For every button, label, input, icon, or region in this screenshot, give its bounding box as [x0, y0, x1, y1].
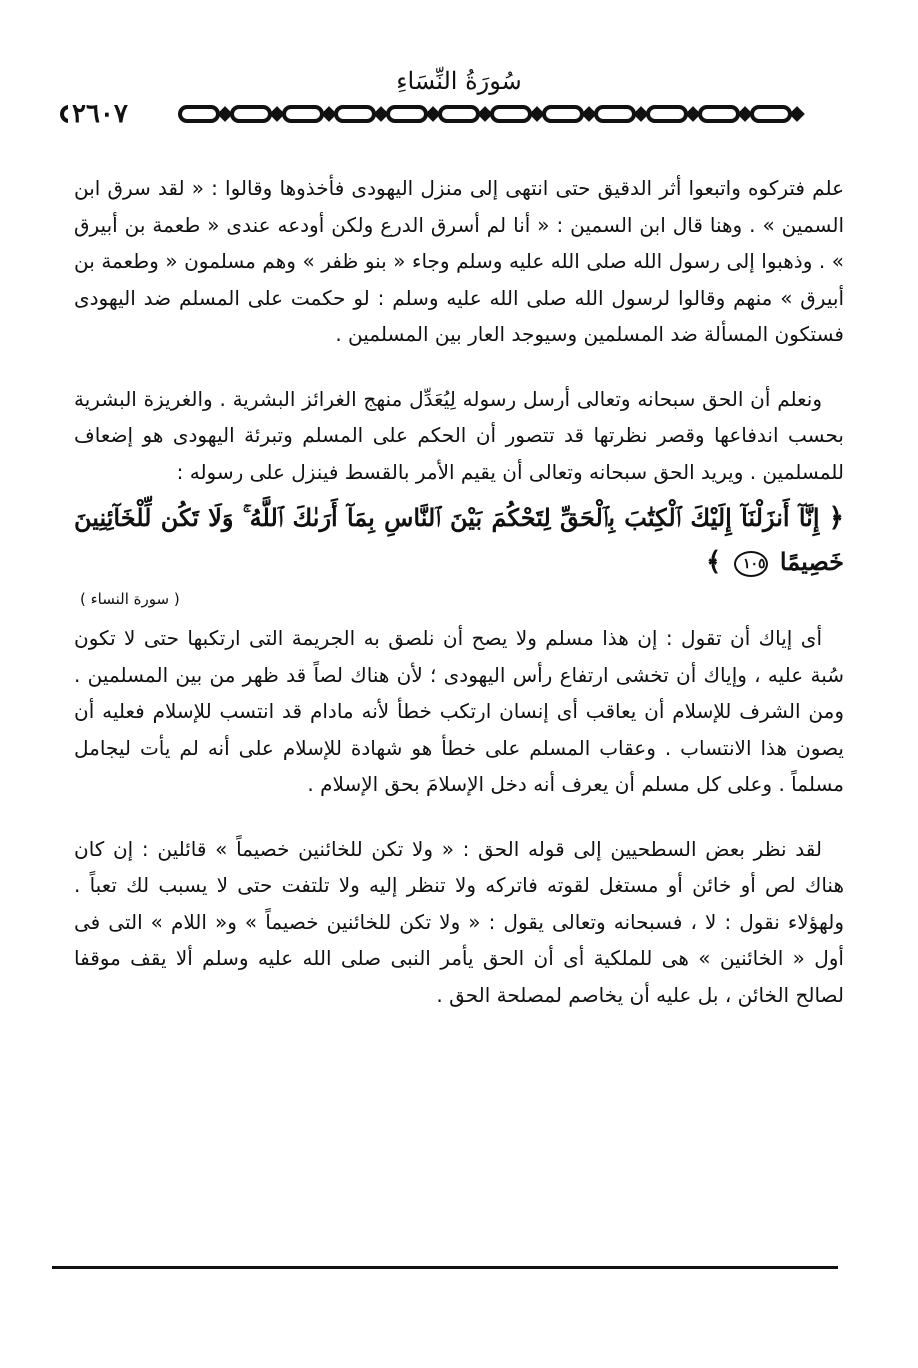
ornament-diamond [272, 109, 282, 119]
ornament-link [492, 107, 530, 121]
ornament-diamond [532, 109, 542, 119]
ornament-diamond [792, 109, 802, 119]
verse-close-bracket: ﴾ [705, 547, 722, 577]
surah-title: سُورَةُ النِّسَاءِ [396, 67, 522, 95]
ornament-diamond [584, 109, 594, 119]
paragraph-1: علم فتركوه واتبعوا أثر الدقيق حتى انتهى إلى منزل اليهودى فأخذوها وقالوا : « لقد سرق ابن السمين » . وهنا قال ابن السمين : « أنا لم أسرق الدرع ولكن أودعه عندى « طعمة بن أبيرق » . وذهبوا إلى رسول الله صلى الله عليه وسلم وجاء « بنو ظفر » وهم مسلمون « وطعمة بن أبيرق » منهم وقالوا لرسول الله صلى الله عليه وسلم : لو حكمت على المسلم ضد اليهودى فستكون المسألة ضد المسلمين وسيوجد العار بين المسلمين . [74, 176, 844, 346]
quran-verse [74, 496, 844, 584]
ornament-diamond [688, 109, 698, 119]
ornament-border [60, 98, 840, 130]
page-number: ٢٦٠٧ [68, 98, 132, 130]
paragraph-4: لقد نظر بعض السطحيين إلى قوله الحق : « ولا تكن للخائنين خصيماً » قائلين : إن كان هناك لص أو خائن أو مستغل لقوته فاتركه ولا تنظر إليه ولا تلتفت حتى لا يسبب لك تعباً . ولهؤلاء نقول : لا ، فسبحانه وتعالى يقول : « ولا تكن للخائنين خصيماً » و« اللام » التى فى أول « الخائنين » هى للملكية أى أن الحق يأمر النبى صلى الله عليه وسلم ألا يقف موقفا لصالح الخائن ، بل عليه أن يخاصم لمصلحة الحق . [74, 836, 844, 1007]
body-text [74, 170, 844, 1013]
ornament-diamond [220, 109, 230, 119]
ornament-diamond [324, 109, 334, 119]
header-ornament-band [60, 98, 840, 130]
ornament-diamond [636, 109, 646, 119]
verse-text: إِنَّآ أَنزَلْنَآ إِلَيْكَ ٱلْكِتَٰبَ بِٱلْحَقِّ لِتَحْكُمَ بَيْنَ ٱلنَّاسِ بِمَآ أَرَىٰكَ ٱللَّهُ ۚ وَلَا تَكُن لِّلْخَآئِنِينَ خَصِيمًا [74, 503, 844, 576]
ornament-link [336, 107, 374, 121]
ornament-diamond [428, 109, 438, 119]
ornament-diamond [376, 109, 386, 119]
ayah-number-marker: ١٠٥ [734, 551, 768, 577]
ornament-link [648, 107, 686, 121]
paragraph-3: أى إياك أن تقول : إن هذا مسلم ولا يصح أن نلصق به الجريمة التى ارتكبها حتى لا تكون سُبة عليه ، وإياك أن تخشى ارتفاع رأس اليهودى ؛ لأن هناك لصاً قد ظهر من بين المسلمين . ومن الشرف للإسلام أن يعاقب أى إنسان ارتكب خطأ لأنه مادام قد انتسب للإسلام فعليه أن يصون هذا الانتساب . وعقاب المسلم على خطأ هو شهادة للإسلام على أنه لم يأت ليجامل مسلماً . وعلى كل مسلم أن يعرف أنه دخل الإسلامَ بحق الإسلام . [74, 626, 844, 796]
verse-open-bracket: ﴿ [828, 503, 844, 533]
ornament-diamond [480, 109, 490, 119]
ornament-link [752, 107, 790, 121]
paragraph-2: ونعلم أن الحق سبحانه وتعالى أرسل رسوله لِيُعَدِّل منهج الغرائز البشرية . والغريزة البشرية بحسب اندفاعها وقصر نظرتها قد تتصور أن الحكم على المسلم وتبرئة اليهودى هو إضعاف للمسلمين . ويريد الحق سبحانه وتعالى أن يقيم الأمر بالقسط فينزل على رسوله : [74, 386, 844, 484]
ornament-link [232, 107, 270, 121]
bottom-divider [52, 1266, 838, 1269]
ornament-link [440, 107, 478, 121]
ornament-link [284, 107, 322, 121]
ornament-link [180, 107, 218, 121]
ornament-link [544, 107, 582, 121]
ornament-link [700, 107, 738, 121]
ornament-diamond [740, 109, 750, 119]
verse-source-reference: ( سورة النساء ) [80, 590, 180, 608]
ornament-link [388, 107, 426, 121]
ornament-link [596, 107, 634, 121]
